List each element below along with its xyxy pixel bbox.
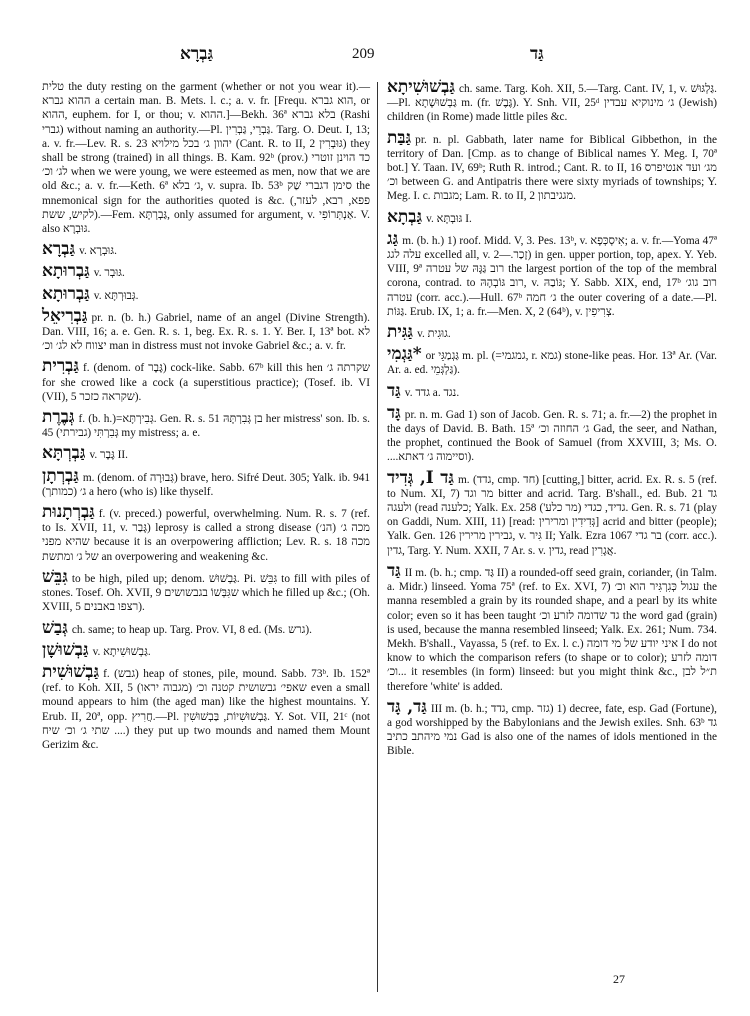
entry-headword: גַּבְרִיאֵל <box>42 305 88 326</box>
entry-headword: גַּבְתָא <box>387 206 423 227</box>
right-column <box>387 77 718 765</box>
dictionary-entry <box>42 80 370 236</box>
dictionary-entry <box>42 617 370 638</box>
entry-definition: or גַּגְמַגֵּי m. pl. (=גמגמי, r. גמא) stone-like peas. Hor. 13ª Ar. (Var. Ar. a. ed. גַּלְגְּמֵי). <box>387 350 717 377</box>
guide-word-left: גַּבְרָא <box>180 44 214 64</box>
entry-definition: v. גּוּבְרָא. <box>79 245 117 258</box>
entry-definition: v. גַּבְשׁוּשִׁיתָא. <box>92 645 151 658</box>
dictionary-entry <box>387 696 717 759</box>
entry-headword: גַּג <box>387 228 399 249</box>
dictionary-entry <box>42 566 371 615</box>
entry-headword: גַּבְרָא <box>42 239 76 260</box>
dictionary-entry <box>42 239 370 260</box>
dictionary-entry <box>42 261 370 282</box>
signature-mark: 27 <box>613 972 625 986</box>
entry-definition: f. (v. preced.) powerful, overwhelming. Num. R. s. 7 (ref. to Is. XVII, 11, v. גָּבַר) leprosy is called a strong disease מכה ג׳ (הנ׳) שהיא מפני because it is an overpowering affliction; Lev. R. s. 18 מכה של ג׳ ומתשת an overpowering and weakening &c. <box>42 508 371 563</box>
dictionary-entry <box>387 467 718 558</box>
running-head <box>0 44 750 74</box>
dictionary-entry <box>42 443 370 464</box>
dictionary-entry <box>42 661 370 752</box>
dictionary-entry <box>42 356 371 404</box>
entry-headword: גַּבְרוּתָא <box>42 261 90 282</box>
dictionary-entry <box>387 206 717 227</box>
entry-definition: ch. same. Targ. Koh. XII, 5.—Targ. Cant. IV, 1, v. גַּלְגּוּשׁ.—Pl. גַּבְשׁוּשָׁתָא m. (fr. גֶּבֶשׁ). Y. Snh. VII, 25ᵈ ג׳ מינוקיא עבדין (Jewish) children (in Rome) made little piles &c. <box>387 83 717 124</box>
page-number: 209 <box>352 46 375 62</box>
entry-definition: pr. n. (b. h.) Gabriel, name of an angel (Divine Strength). Dan. VIII, 16; a. e. Gen. R. s. 1, beg. Ex. R. s. 1. Y. Ber. I, 13ª bot. לא יצווח לא לג׳ וכ׳ man in distress must not invoke Gabriel &c.; a. v. fr. <box>42 311 370 353</box>
entry-headword: גְּבֶרֶת <box>42 407 75 428</box>
entry-headword: גַּגִּית <box>387 322 414 343</box>
entry-headword: גַּד, גָּד <box>387 696 427 717</box>
entry-definition: to be high, piled up; denom. גַּבְשׁוּשׁ. Pi. גִּבֵּשׁ to fill with piles of stones. Tosef. Oh. XVII, 9 שגִּבְּשׁוֹ בגבשושים which he filled up &c.; (Oh. XVIII, 5 רצפו באבנים). <box>42 572 371 614</box>
entry-definition: v. גֶּבֶר II. <box>89 449 128 462</box>
entry-definition: pr. n. pl. Gabbath, later name for Biblical Gibbethon, in the territory of Dan. [Cmp. as to change of Biblical names Y. Meg. I, 70ª bot.] Y. Taan. IV, 69ᵇ; Ruth R. introd.; Cant. R. to II, 16 מג׳ ועד אנטיפרס וכ׳ between G. and Antipatris there were sixty myriads of townships; Y. Meg. I. c. מגבות; Lam. R. to II, 2 מגגיבתון. <box>387 133 717 203</box>
entry-headword: גַּבַּת <box>387 127 412 148</box>
entry-headword: גַּד <box>387 560 401 581</box>
entry-definition: pr. n. m. Gad 1) son of Jacob. Gen. R. s. 71; a. fr.—2) the prophet in the days of David. B. Bath. 15ª ג׳ החוזה וכ׳ Gad, the seer, and Nathan, the prophet, continued the Book of Samuel (from XXVIII, 3; Ms. O. ....וסיימוה ג׳ דאתא). <box>387 408 717 464</box>
entry-definition: v. גוּגִית. <box>417 328 451 341</box>
dictionary-entry <box>387 344 717 377</box>
entry-headword: גַּבְשׁוּשִׁית <box>42 661 100 682</box>
entry-headword: גִּבֵּשׁ <box>42 566 68 587</box>
entry-headword: גַּבְרְתָנוּת <box>42 502 95 523</box>
entry-headword: גַּבְשׁוּשִׁיתָא <box>387 77 455 97</box>
dictionary-entry <box>42 639 370 660</box>
dictionary-entry <box>387 322 717 343</box>
entry-definition: טלית the duty resting on the garment (whether or not you wear it).—ההוא גברא a certain man. B. Mets. l. c.; a. v. fr. [Frequ. הוא גברא, or ההוא, euphem. for I, or thou; v. ההוא.]—Bekh. 36ª בלא גברא (Rashi גברי) without naming an authority.—Pl. גַּבְרֵי, גַּבְרִין. Targ. O. Deut. I, 13; a. v. fr.—Lev. R. s. 23 יהוון ג׳ בכל מילויא (Cant. R. to II, 2 גּוּבְרִין) they shall be strong (trained) in all things. B. Kam. 92ᵇ (prov.) כד הוינן זוטרי לג׳ וכ׳ when we were young, we were esteemed as men, now that we are old &c.; a. v. fr.—Keth. 6ª ג׳ בלא, v. supra. Ib. 53ᵇ סימן דגברי שַׁק the mnemonical sign for the authorities quoted is &c. (פפא, רבא, לעזר, לקיש, ששת).—Fem. גַּבְרְתָּא, only assumed for argument, v. אַנְתְּרוֹפִי. V. also גּוּבְרָא. <box>42 81 371 236</box>
entry-definition: m. (b. h.) 1) roof. Midd. V, 3. Pes. 13ᵇ, v. אִיסְכְּפָא; a. v. fr.—Yoma 47ª עלה לגג excelled all, v. זָכַר.—2) in gen. upper portion, top, apex. Y. Yeb. VIII, 9ª רוב גַּגָּהּ של עטרה the largest portion of the top of the membral corona, contrad. to רוב גּוֹבְהָהּ, v. גּוֹבַהּ; Y. Sabb. XIX, end, 17ᵇ רוב גוג׳ עטרה (corr. acc.).—Hull. 67ᵇ ג׳ חמה the outer covering of a date.—Pl. גַּגּוֹת. Erub. IX, 1; a. fr.—Men. X, 2 (64ᵇ), v. צְרִיפִין. <box>387 234 718 318</box>
entry-headword: *גַּגְמִי <box>387 344 422 365</box>
dictionary-entry <box>42 305 370 354</box>
entry-definition: f. (b. h.)=גְּבִירְתָּא. Gen. R. s. 51 בן גְּבִרְתָּהּ her mistress' son. Ib. s. 45 גְּבִרְתִּי (גבירתי) my mistress; a. e. <box>42 413 371 440</box>
entry-definition: f. (denom. of גֶּבֶר) cock-like. Sabb. 67ᵇ kill this hen שקרתה ג׳ for she crowed like a cock (a superstitious practice); (Tosef. ib. VI (VII), 5 שקראה כזכר). <box>42 362 371 403</box>
dictionary-entry <box>387 380 717 401</box>
dictionary-entry <box>42 407 371 440</box>
entry-definition: m. (denom. of גְּבוּרָה) brave, hero. Sifré Deut. 305; Yalk. ib. 941 ג׳ (כמותך) a hero (who is) like thyself. <box>42 471 371 498</box>
entry-definition: III m. (b. h.; גדד, cmp. גזר) 1) decree, fate, esp. Gad (Fortune), a god worshipped by the Babylonians and the Jewish exiles. Snh. 63ᵇ גד נמי מיהתב כתיב Gad is also one of the names of idols mentioned in the Bible. <box>387 702 717 758</box>
entry-headword: גַּבְשׁוּשָׁן <box>42 639 89 660</box>
dictionary-entry <box>42 465 371 499</box>
entry-definition: v. גְּבוּרְתָּא. <box>93 289 139 302</box>
entry-headword: גְּבַשׁ <box>42 617 68 638</box>
entry-definition: v. גדד a. נגד. <box>404 386 460 399</box>
entry-headword: גַּד I, גְּדִיד <box>387 467 454 488</box>
entry-definition: m. (גדד, cmp. חד) [cutting,] bitter, acrid. Ex. R. s. 5 (ref. to Num. XI, 7) מר וגד bitter and acrid. Targ. B'shall., ed. Bub. 21 גד ולעגה (read כלענה; Yalk. Ex. 258 גדיד, כגדי (מר כלע'). Gen. R. s. 71 (play on Gaddi, Num. XIII, 11) [read: גְּדִידִין ומרירין] acrid and bitter (people); Yalk. Gen. 126 גבירין מרירין, v. גִּיר II; Yalk. Ezra 1067 בר גדי (corr. acc.). גדין, Targ. Y. Num. XXII, 7 Ar. s. v. גדין, read אֲגָרִין. <box>387 473 718 557</box>
dictionary-entry <box>387 127 717 204</box>
entry-definition: v. גּוּבְתָּא I. <box>426 212 472 225</box>
entry-definition: ch. same; to heap up. Targ. Prov. VI, 8 ed. (Ms. גרש). <box>71 623 312 636</box>
entry-definition: v. גּוּבְר. <box>93 267 125 280</box>
entry-headword: גַּבְרִית <box>42 356 79 377</box>
entry-headword: גַּבְרְתָּא <box>42 443 86 464</box>
dictionary-entry <box>42 502 371 564</box>
dictionary-entry <box>42 283 370 304</box>
column-divider <box>377 82 378 992</box>
entry-headword: גַּד <box>387 380 401 401</box>
left-column <box>42 80 370 758</box>
entry-headword: גַּבְרְתָן <box>42 465 79 486</box>
entry-definition: II m. (b. h.; cmp. גַּד II) a rounded-off seed grain, coriander, (in Talm. a. Midr.) linseed. Yoma 75ª (ref. to Ex. XVI, 7) עגול כְּגִרְגִּיר הוא וכ׳ the manna resembled a grain by its rounded shape, and a pearl by its white color; even so it has been taught גד שדומה לזרע וכ׳ the word gad (grain) is used, because the manna resembled linseed; Yalk. Ex. 261; Num. 734. Mekh. B'shall., Vayassa, 5 (ref. to Ex. l. c.) איני יודע של מי דומה I do not know to which the comparison refers (to shape or to color); דומה לזרע וכ׳... it resembles (in form) linseed: but you might think &c., ת״ל לבן therefore 'white' is added. <box>387 566 718 693</box>
dictionary-entry <box>387 560 718 694</box>
entry-definition: f. (גבש) heap of stones, pile, mound. Sabb. 73ᵇ. Ib. 152ª (ref. to Koh. XII, 5 (מגבוה יראו) שאפי׳ גבשושית קטנה וכ׳ even a small mound appears to him (the aged man) like the highest mountains. Y. Erub. II, 20ª, opp. חֲרִיץ.—Pl. גַּבְשׁוּשִׁיוֹת, בַּבְשׁוּשִׁין. Y. Sot. VII, 21ᶜ (not שתי ג׳ וכ׳ שיח ....) they put up two mounds and named them Mount Gerizim &c. <box>42 667 370 751</box>
guide-word-right: גַּד <box>530 44 544 64</box>
dictionary-entry <box>387 228 718 319</box>
entry-headword: גַּבְרוּתָא <box>42 283 90 304</box>
dictionary-entry <box>387 77 717 125</box>
dictionary-entry <box>387 402 717 465</box>
entry-headword: גָּד <box>387 402 401 423</box>
